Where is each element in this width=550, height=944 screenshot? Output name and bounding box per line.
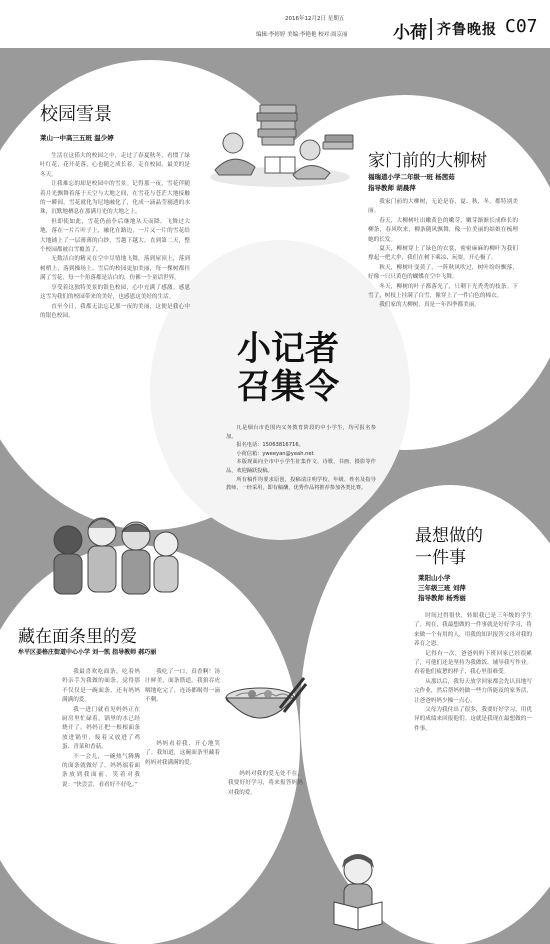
article2-paragraph: 我们家的大柳树，真是一年四季都美丽。 — [379, 302, 480, 309]
article3-paragraph: 我一进门就看见妈妈正在厨房里忙碌着，锅里的水已经烧开了，妈妈正把一根根面条放进锅里，接着又放进了鸡蛋、青菜和香菇。 — [62, 706, 140, 751]
children-group-icon — [40, 500, 190, 600]
article2-byline-school: 福瑞道小学二年级一班 杨茜茹 — [368, 173, 455, 181]
books-reading-kids-icon — [205, 95, 355, 190]
article3-body-col1 — [62, 668, 140, 868]
article3-body-col2b — [145, 740, 220, 860]
article4-paragraph: 时间过得很快，转眼我已是三年级的学生了。现在，我最想做的一件事就是好好学习，将来做一个有用的人，用我的知识报答父母对我的养育之恩。 — [414, 613, 532, 648]
article2-byline-teacher: 指导教师 胡晨萍 — [368, 184, 416, 192]
recruit-paragraph: 报名电话：15063816716。 — [236, 442, 304, 449]
recruit-body — [226, 424, 376, 493]
article1-paragraph: 无数洁白的精灵在空中尽情地飞舞，落到屋顶上，落到树梢上，落到操场上。雪后的校园更加美丽，每一棵树都挂满了雪花，每一个角落都是洁白的，仿佛一个童话世界。 — [40, 256, 190, 282]
article1-paragraph: 让我难忘的却是校园中的雪景。记得那一夜，雪花伴随着月光飘舞着落于天空与大地之间，在雪花与苍茫大地接触的一瞬间，雪花就化为尼地融化了，化成一滴晶莹剔透的水珠，沉默地栖息在那满月光的大地之上。 — [40, 181, 190, 216]
article3-paragraph: 我吃了一口，真香啊！汤汁鲜美，面条筋道。我狼吞虎咽地吃完了，连汤都喝得一滴不剩。 — [145, 669, 220, 704]
article3-byline: 牟平区姜格庄街道中心小学 刘一凯 指导教师 郝巧丽 — [18, 649, 157, 656]
article3-paragraph: 我最喜欢吃面条，吃着妈妈亲手为我做的面条，觉得那不仅仅是一碗面条，还有妈妈满满的爱。 — [62, 669, 140, 704]
recruit-paragraph: 凡是烟台市范围内义务教育阶段的中小学生，均可报名参加。 — [226, 425, 376, 440]
article3-paragraph: 妈妈看着我，开心地笑了。我知道，这碗面条里藏着妈妈对我满满的爱。 — [145, 741, 220, 766]
article1-body — [40, 152, 190, 452]
article2-paragraph: 冬天，柳树的叶子都落光了，只剩下光秃秃的枝条。下雪了，树枝上挂满了白雪，像穿上了一件白色的棉衣。 — [368, 283, 518, 300]
article4-paragraph: 从那以后，我每天放学回家都会先认真地写完作业，然后帮妈妈做一些力所能及的家务活，让爸爸妈妈少操一点心。 — [414, 678, 532, 704]
article1-byline: 莱山一中高三五班 温少婷 — [40, 134, 114, 142]
article4-paragraph: 记得有一次，爸爸妈妈下班回家已经很累了，可他们还是坚持为我做饭、辅导我写作业。看着他们疲惫的样子，我心里很难受。 — [414, 650, 532, 676]
editor-credits: 编辑:李婷婷 美编:李艳艳 校对:周京丽 — [256, 32, 348, 38]
article1-paragraph: 直至今日，我都无法忘记那一夜的美丽，这便是我心中的银色校园。 — [40, 303, 190, 319]
article2-paragraph: 春天，大柳树吐出嫩黄色的嫩芽，嫩芽渐渐长成修长的柳条，春风吹来，柳条随风飘舞，像一位美丽的姑娘在梳理她的长发。 — [368, 217, 518, 243]
article4-byline-teacher: 指导教师 杨秀丽 — [418, 594, 466, 602]
article2-title: 家门前的大柳树 — [368, 151, 487, 171]
recruit-headline: 小记者召集令 — [237, 329, 339, 407]
girl-reading-book-icon — [328, 850, 388, 935]
article4-title-line2: 一件事 — [415, 548, 466, 568]
article4-body — [414, 612, 532, 837]
noodle-bowl-icon — [222, 668, 307, 738]
article1-paragraph: 但即使如此，雪花仍前仆后继地从天而降。飞舞过大地，落在一片片叶子上，融化在路边，一片又一片的雪花给大地铺上了一层薄薄的白纱，雪越下越大，直到第二天，整个校园都被白雪覆盖了。 — [40, 218, 190, 254]
article4-title — [415, 525, 483, 569]
header-divider — [430, 18, 432, 40]
article4-byline-school: 莱阳山小学 — [418, 574, 451, 582]
article3-paragraph: 妈妈对我的爱无处不在，我要好好学习，将来报答妈妈对我的爱。 — [228, 771, 303, 796]
column-name: 小荷 — [393, 23, 427, 43]
article4-paragraph: 父母为我付出了很多，我要好好学习，用优异的成绩来回报他们。这就是我现在最想做的一件事。 — [414, 707, 532, 732]
recruit-paragraph: 所有稿件均要求原创，投稿请注明学校、年级、姓名及指导教师，一经采用，即有稿酬，优秀作品将推荐参加各类比赛。 — [226, 476, 376, 492]
recruit-paragraph: 小荷信箱：yweeyan@yeah.net — [236, 450, 314, 457]
page-number: C07 — [505, 16, 538, 37]
article2-paragraph: 夏天，柳树穿上了绿色的衣裳，密密麻麻的柳叶为我们撑起一把大伞，我们在树下乘凉、玩耍，开心极了。 — [368, 246, 518, 262]
article2-body — [368, 198, 518, 398]
article3-title: 藏在面条里的爱 — [18, 627, 137, 647]
newspaper-logo: 齐鲁晚报 — [437, 22, 497, 38]
article3-paragraph: 不一会儿，一碗热气腾腾的面条就做好了。妈妈端着面条放到我面前，笑着对我说：“快尝尝，看看好不好吃。” — [62, 753, 140, 788]
article1-title: 校园雪景 — [40, 104, 112, 125]
issue-date: 2016年12月2日 星期五 — [285, 16, 345, 22]
article4-byline-class: 三年级三班 刘萍 — [418, 584, 466, 592]
page-header — [0, 0, 550, 49]
article4-title-line1: 最想做的 — [415, 526, 483, 546]
article2-paragraph: 秋天，柳树叶变黄了，一阵秋风吹过，树叶纷纷飘落，好像一只只黄色的蝴蝶在空中飞舞。 — [368, 264, 518, 281]
recruit-paragraph: 本版现面向全市中小学生征集作文、诗歌、书画、摄影等作品，欢迎踊跃投稿。 — [226, 459, 376, 474]
article3-body-col3 — [228, 770, 303, 850]
article1-paragraph: 生活在这偌大的校园之中，走过了春夏秋冬，看惯了绿叶红花，花开花落，心也随之成长着。走在校园，最美的是冬天。 — [40, 153, 190, 178]
article2-paragraph: 我家门前的大柳树，无论是春、夏、秋、冬，都特别美丽。 — [368, 199, 518, 215]
article1-paragraph: 享受着这独特美景的银色校园，心中充满了感激。感恩这雪为我们的校园带来的美好，也感恩这美好的生活。 — [40, 284, 190, 301]
article3-body-col2 — [145, 668, 220, 740]
